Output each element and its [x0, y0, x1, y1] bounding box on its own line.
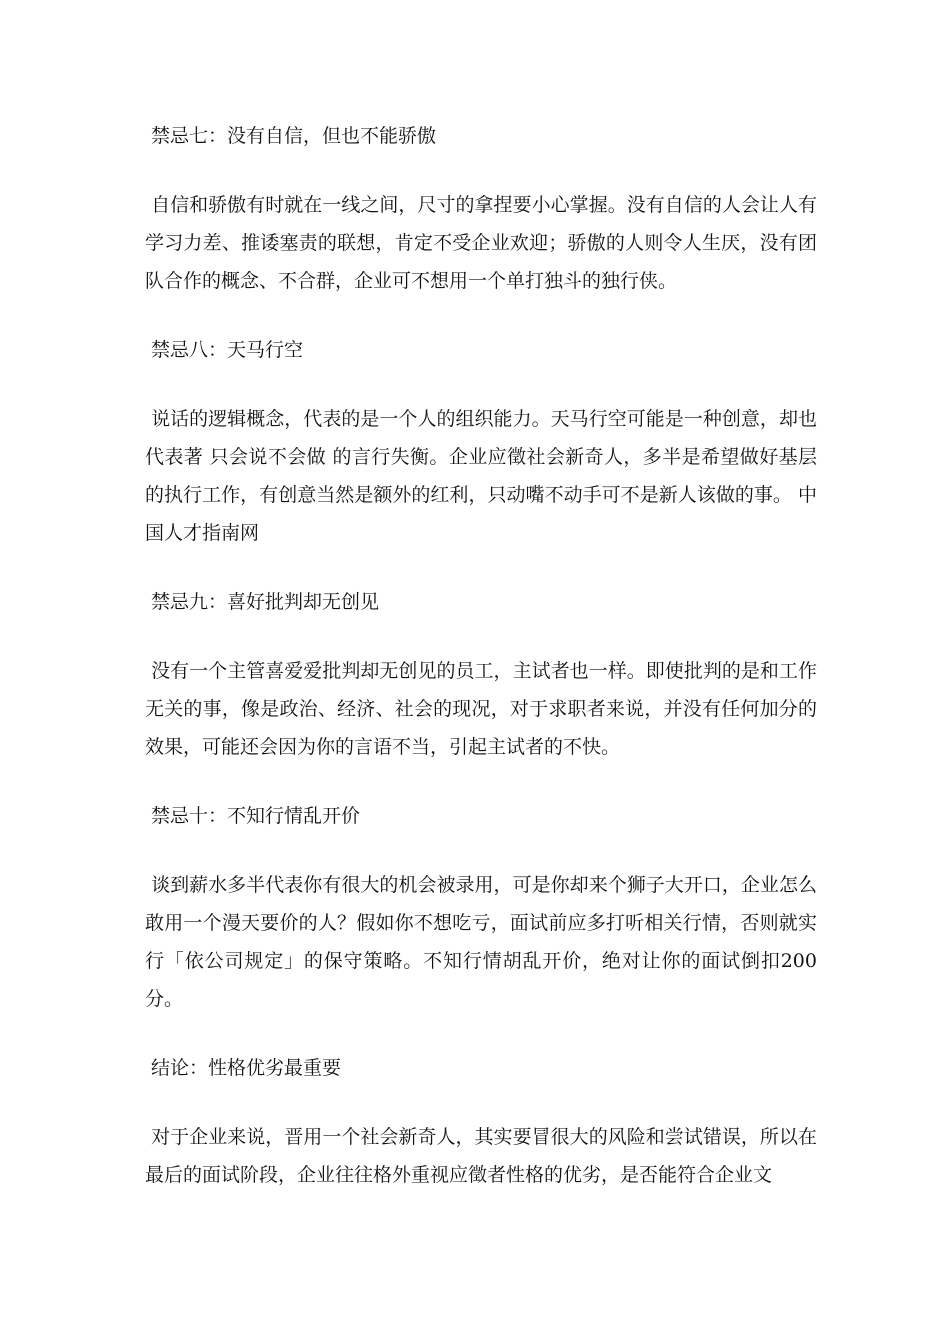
- document-body: [145, 117, 817, 1225]
- section-paragraph-taboo-10: 谈到薪水多半代表你有很大的机会被录用，可是你却来个狮子大开口，企业怎么敢用一个漫天要价的人？假如你不想吃亏，面试前应多打听相关行情，否则就实行「依公司规定」的保守策略。不知行情胡乱开价，绝对让你的面试倒扣200分。: [145, 874, 817, 1010]
- section-heading-conclusion: 结论：性格优劣最重要: [145, 1057, 342, 1079]
- section-paragraph-taboo-9: 没有一个主管喜爱爱批判却无创见的员工，主试者也一样。即使批判的是和工作无关的事，像是政治、经济、社会的现况，对于求职者来说，并没有任何加分的效果，可能还会因为你的言语不当，引起主试者的不快。: [145, 660, 817, 758]
- section-heading-taboo-10: 禁忌十：不知行情乱开价: [145, 805, 361, 827]
- section-paragraph-taboo-7: 自信和骄傲有时就在一线之间，尺寸的拿捏要小心掌握。没有自信的人会让人有学习力差、推诿塞责的联想，肯定不受企业欢迎；骄傲的人则令人生厌，没有团队合作的概念、不合群，企业可不想用一个单打独斗的独行侠。: [145, 194, 817, 292]
- section-heading-taboo-7: 禁忌七：没有自信，但也不能骄傲: [145, 125, 437, 147]
- section-paragraph-taboo-8: 说话的逻辑概念，代表的是一个人的组织能力。天马行空可能是一种创意，却也代表著 只会说不会做 的言行失衡。企业应徵社会新奇人，多半是希望做好基层的执行工作，有创意当然是额外的红利，只动嘴不动手可不是新人该做的事。 中国人才指南网: [145, 408, 817, 544]
- section-heading-taboo-9: 禁忌九：喜好批判却无创见: [145, 591, 380, 613]
- section-paragraph-conclusion: 对于企业来说，晋用一个社会新奇人，其实要冒很大的风险和尝试错误，所以在最后的面试阶段，企业往往格外重视应徵者性格的优劣，是否能符合企业文: [145, 1126, 817, 1186]
- section-heading-taboo-8: 禁忌八：天马行空: [145, 339, 304, 361]
